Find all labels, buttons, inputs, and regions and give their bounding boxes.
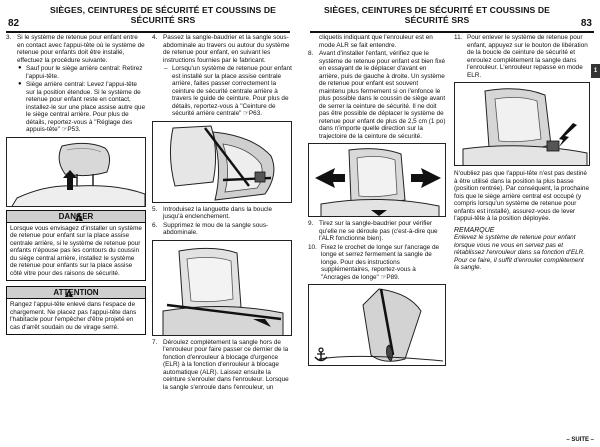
lap-belt-illustration	[152, 240, 292, 336]
left-page	[0, 0, 296, 447]
right-title-line1: SIÈGES, CEINTURES DE SÉCURITÉ ET COUSSINS DE	[324, 5, 550, 15]
seat-check-illustration	[308, 143, 446, 217]
right-page-number: 83	[580, 18, 592, 29]
child-seat-belt-illustration	[152, 121, 292, 203]
headrest-illustration	[6, 137, 146, 207]
bullet-dot-icon: ●	[18, 81, 22, 87]
right-header-rule	[310, 31, 594, 33]
left-title-line2: SÉCURITÉ SRS	[130, 15, 196, 25]
step-4: 4. Passez la sangle-baudrier et la sangle sous-abdominale au travers ou autour du système de retenue pour enfant, en suivant les instructions fournies par le fabricant. – Lorsqu'un système de retenue pour enfant est installé sur la place assise centrale arrière, faites passer correctement la ceinture de sécurité centrale arrière à travers le guide de ceinture. Pour plus de détails, reportez-vous à "Ceinture de sécurité arrière centrale" ☞P63.	[152, 34, 292, 117]
continued-footer: – SUITE –	[566, 437, 594, 443]
bullet-dot-icon: ●	[18, 65, 22, 71]
remark-title: REMARQUE	[454, 226, 495, 234]
right-page	[304, 0, 600, 447]
right-title-line2: SÉCURITÉ SRS	[404, 15, 470, 25]
step-6: 6. Supprimez le mou de la sangle sous-abdominale.	[152, 221, 269, 236]
danger-box	[6, 210, 146, 282]
remark-text: Enlevez le système de retenue pour enfant lorsque vous ne vous en servez pas et rétablissez l'enrouleur dans sa fonction d'ELR. Pour ce faire, il suffit d'enrouler complètement la sangle.	[454, 234, 586, 271]
step-10: 10. Fixez le crochet de longe sur l'ancrage de longe et serrez fermement la sangle de longe. Pour des instructions supplémentaires, reportez-vous à "Ancrages de longe" ☞P89.	[308, 243, 440, 281]
right-column-2	[454, 34, 590, 273]
step-9: 9. Tirez sur la sangle-baudrier pour vérifier qu'elle ne se déroule pas (c'est-à-dire que l'ALR fonctionne bien).	[308, 220, 438, 242]
right-page-title	[314, 5, 560, 25]
page-gutter	[296, 0, 304, 447]
danger-text: Lorsque vous envisagez d'installer un système de retenue pour enfant sur la place assise centrale arrière, si le système de retenue pour enfants n'épouse pas les contours du coussin du siège central arrière, installez le système de retenue pour enfants sur la place assise côté vitre pour des raisons de sécurité.	[10, 224, 142, 277]
bullet-remove-headrest: ● Sauf pour le siège arrière central: Retirez l'appui-tête.	[18, 65, 143, 80]
attention-text: Rangez l'appui-tête enlevé dans l'espace de chargement. Ne placez pas l'appui-tête dans l'habitacle pour l'empêcher d'être projeté en cas d'arrêt soudain ou de virage serré.	[10, 301, 137, 331]
headrest-note: N'oubliez pas que l'appui-tête n'est pas destiné à être utilisé dans la position la plus basse (position rentrée). Par conséquent, la prochaine fois que le siège arrière central est occupé (y compris lorsqu'un système de retenue pour enfants est installé), assurez-vous de lever l'appui-tête à la position déployée.	[454, 170, 589, 222]
left-header-rule	[6, 31, 290, 33]
warning-triangle-icon	[65, 289, 73, 297]
release-buckle-illustration	[454, 82, 590, 166]
tether-anchor-icon	[313, 347, 329, 363]
attention-header: ! ATTENTION	[7, 287, 145, 299]
tether-anchor-illustration	[308, 284, 446, 366]
step-8: 8. Avant d'installer l'enfant, vérifiez que le système de retenue pour enfant est bien fixé en essayant de le déplacer d'avant en arrière, puis de gauche à droite. Un système de retenue pour enfant est souvent maintenu plus fermement si on l'enfonce le plus possible dans le coussin de siège avant de serrer la ceinture de sécurité. Il ne doit pas être possible de déplacer le système de retenue pour enfant de plus de 2,5 cm (1 po) dans n'importe quelle direction sur la trajectoire de la ceinture de sécurité.	[308, 50, 446, 140]
dash-center-belt: – Lorsqu'un système de retenue pour enfant est installé sur la place assise centrale arrière, faites passer correctement la ceinture de sécurité centrale arrière à travers le guide de ceinture. Pour plus de détails, reportez-vous à "Ceinture de sécurité arrière centrale" ☞P63.	[164, 65, 292, 117]
attention-box	[6, 286, 146, 335]
left-page-number: 82	[8, 18, 20, 29]
right-page-header	[304, 4, 600, 30]
bullet-center-seat: ● Siège arrière central: Levez l'appui-tête sur la position étendue. Si le système de retenue pour enfant reste en contact, installez-le sur une place assise autre que le siège central arrière. Pour plus de détails, reportez-vous à "Réglage des appuis-tête" ☞P53.	[18, 81, 146, 133]
chapter-tab: 1	[591, 64, 600, 78]
left-page-header	[0, 4, 296, 30]
warning-triangle-icon	[75, 213, 83, 221]
step-5: 5. Introduisez la languette dans la boucle jusqu'à enclenchement.	[152, 205, 273, 220]
left-page-title	[40, 5, 286, 25]
left-column-1	[6, 34, 146, 335]
step-7: 7. Déroulez complètement la sangle hors de l'enrouleur pour faire passer ce dernier de la fonction d'enrouleur à blocage d'urgence (ELR) à la fonction d'enrouleur à blocage automatique (ALR). Laissez ensuite la ceinture s'enrouler dans l'enrouleur. Lorsque la sangle s'enroule dans l'enrouleur, un	[152, 338, 289, 391]
left-column-2	[152, 34, 292, 392]
right-column-1	[308, 34, 446, 366]
step-11: 11. Pour enlever le système de retenue pour enfant, appuyez sur le bouton de libération de la boucle de ceinture de sécurité et enroulez complètement la sangle dans l'enrouleur. L'enrouleur repasse en mode ELR.	[454, 34, 588, 79]
step-3: 3. Si le système de retenue pour enfant entre en contact avec l'appui-tête où le système de retenue pour enfants doit être installé, effectuez la procédure suivante. ● Sauf pour le siège arrière central: Retirez l'appui-tête. ● Siège arrière central: Levez l'appui-tête sur la position étendue. Si le système de retenue pour enfant reste en contact, installez-le sur une place assise autre que le siège central arrière. Pour plus de détails, reportez-vous à "Réglage des appuis-tête" ☞P53.	[6, 34, 146, 133]
left-title-line1: SIÈGES, CEINTURES DE SÉCURITÉ ET COUSSINS DE	[50, 5, 276, 15]
alr-continued-text: cliquetis indiquant que l'enrouleur est en mode ALR se fait entendre.	[319, 34, 433, 49]
danger-header: ! DANGER	[7, 211, 145, 223]
